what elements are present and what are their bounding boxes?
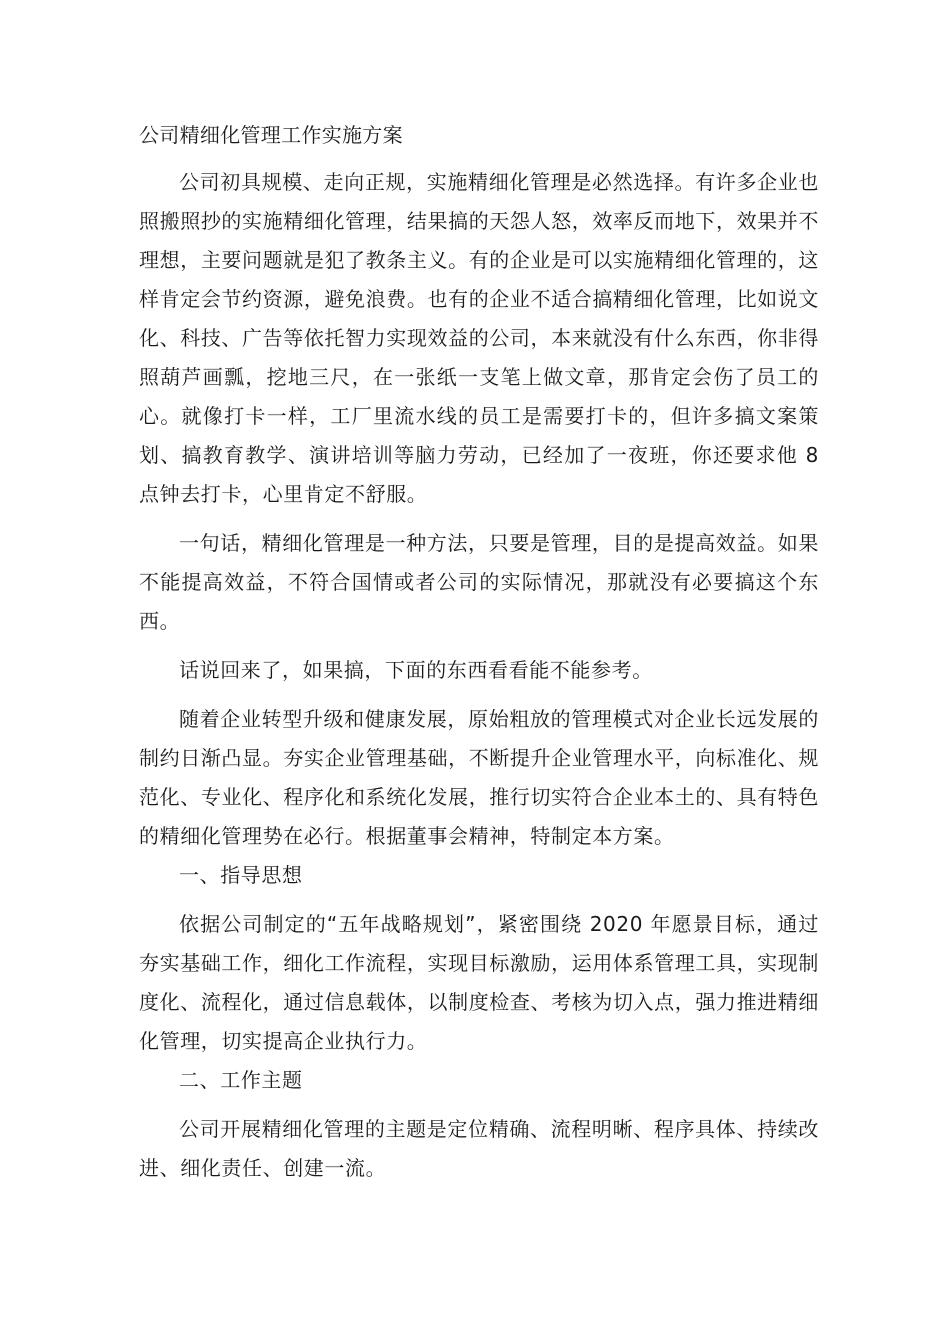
paragraph-summary: 一句话，精细化管理是一种方法，只要是管理，目的是提高效益。如果不能提高效益，不符合国情或者公司的实际情况，那就没有必要搞这个东西。 (139, 531, 819, 633)
paragraph-transition: 话说回来了，如果搞，下面的东西看看能不能参考。 (179, 658, 653, 682)
paragraph-background: 随着企业转型升级和健康发展，原始粗放的管理模式对企业长远发展的制约日渐凸显。夯实企业管理基础，不断提升企业管理水平，向标准化、规范化、专业化、程序化和系统化发展，推行切实符合企业本土的、具有特色的精细化管理势在必行。根据董事会精神，特制定本方案。 (139, 707, 819, 848)
document-body (139, 117, 819, 1188)
section-heading-guiding-ideology: 一、指导思想 (179, 863, 303, 887)
paragraph-work-theme: 公司开展精细化管理的主题是定位精确、流程明晰、程序具体、持续改进、细化责任、创建一流。 (139, 1117, 819, 1180)
section-heading-work-theme: 二、工作主题 (179, 1068, 303, 1092)
paragraph-intro: 公司初具规模、走向正规，实施精细化管理是必然选择。有许多企业也照搬照抄的实施精细化管理，结果搞的天怨人怒，效率反而地下，效果并不理想，主要问题就是犯了教条主义。有的企业是可以实施精细化管理的，这样肯定会节约资源，避免浪费。也有的企业不适合搞精细化管理，比如说文化、科技、广告等依托智力实现效益的公司，本来就没有什么东西，你非得照葫芦画瓢，挖地三尺，在一张纸一支笔上做文章，那肯定会伤了员工的心。就像打卡一样，工厂里流水线的员工是需要打卡的，但许多搞文案策划、搞教育教学、演讲培训等脑力劳动，已经加了一夜班，你还要求他 8 点钟去打卡，心里肯定不舒服。 (139, 170, 819, 506)
paragraph-guiding-ideology: 依据公司制定的“五年战略规划”，紧密围绕 2020 年愿景目标，通过夯实基础工作，细化工作流程，实现目标激励，运用体系管理工具，实现制度化、流程化，通过信息载体，以制度检查、考核为切入点，强力推进精细化管理，切实提高企业执行力。 (139, 912, 819, 1053)
document-title: 公司精细化管理工作实施方案 (139, 123, 403, 147)
